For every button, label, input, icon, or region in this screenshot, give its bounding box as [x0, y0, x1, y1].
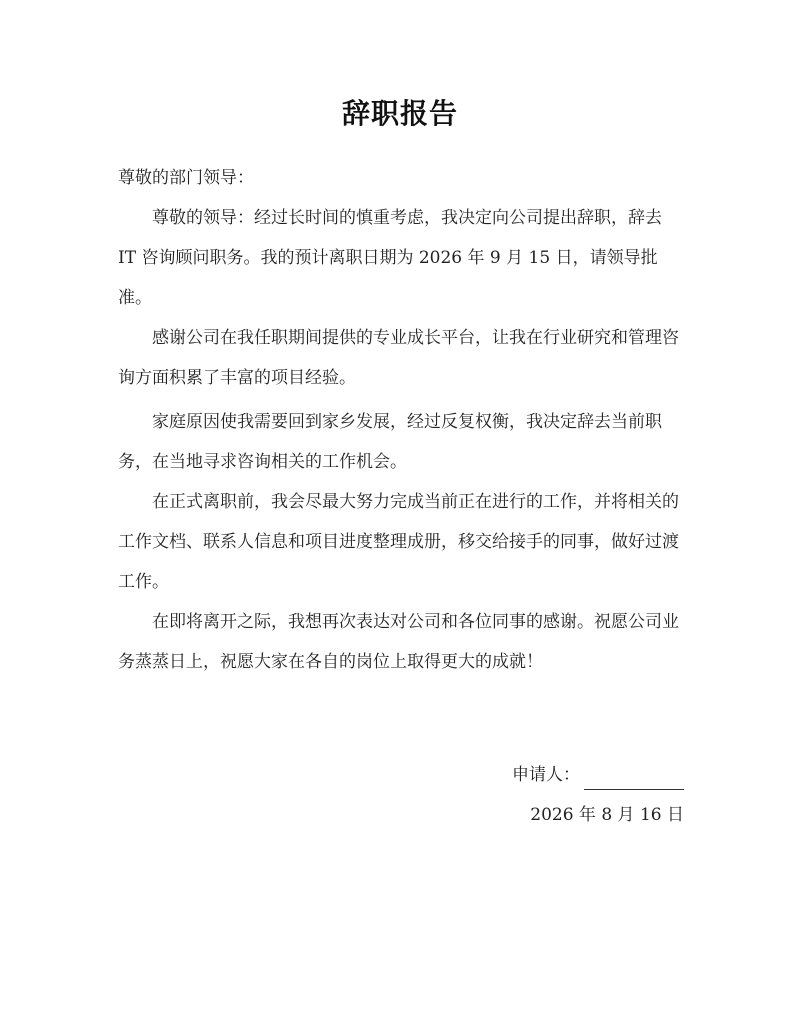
paragraph-1: 尊敬的领导：经过长时间的慎重考虑，我决定向公司提出辞职，辞去 IT 咨询顾问职务。我的预计离职日期为 2026 年 9 月 15 日，请领导批准。: [118, 208, 662, 308]
salutation: 尊敬的部门领导：: [118, 168, 254, 188]
signature-line: [584, 771, 684, 790]
paragraph-2: 感谢公司在我任职期间提供的专业成长平台，让我在行业研究和管理咨询方面积累了丰富的项目经验。: [118, 328, 679, 388]
paragraph-5: 在即将离开之际，我想再次表达对公司和各位同事的感谢。祝愿公司业务蒸蒸日上，祝愿大家在各自的岗位上取得更大的成就！: [118, 612, 679, 672]
paragraph-3: 家庭原因使我需要回到家乡发展，经过反复权衡，我决定辞去当前职务，在当地寻求咨询相关的工作机会。: [118, 412, 662, 472]
signature-block: [512, 760, 684, 790]
document-title: 辞职报告: [341, 97, 458, 130]
paragraph-4: 在正式离职前，我会尽最大努力完成当前正在进行的工作，并将相关的工作文档、联系人信息和项目进度整理成册，移交给接手的同事，做好过渡工作。: [118, 492, 679, 592]
signature-label: 申请人：: [512, 765, 580, 785]
document-date: 2026 年 8 月 16 日: [530, 805, 684, 825]
